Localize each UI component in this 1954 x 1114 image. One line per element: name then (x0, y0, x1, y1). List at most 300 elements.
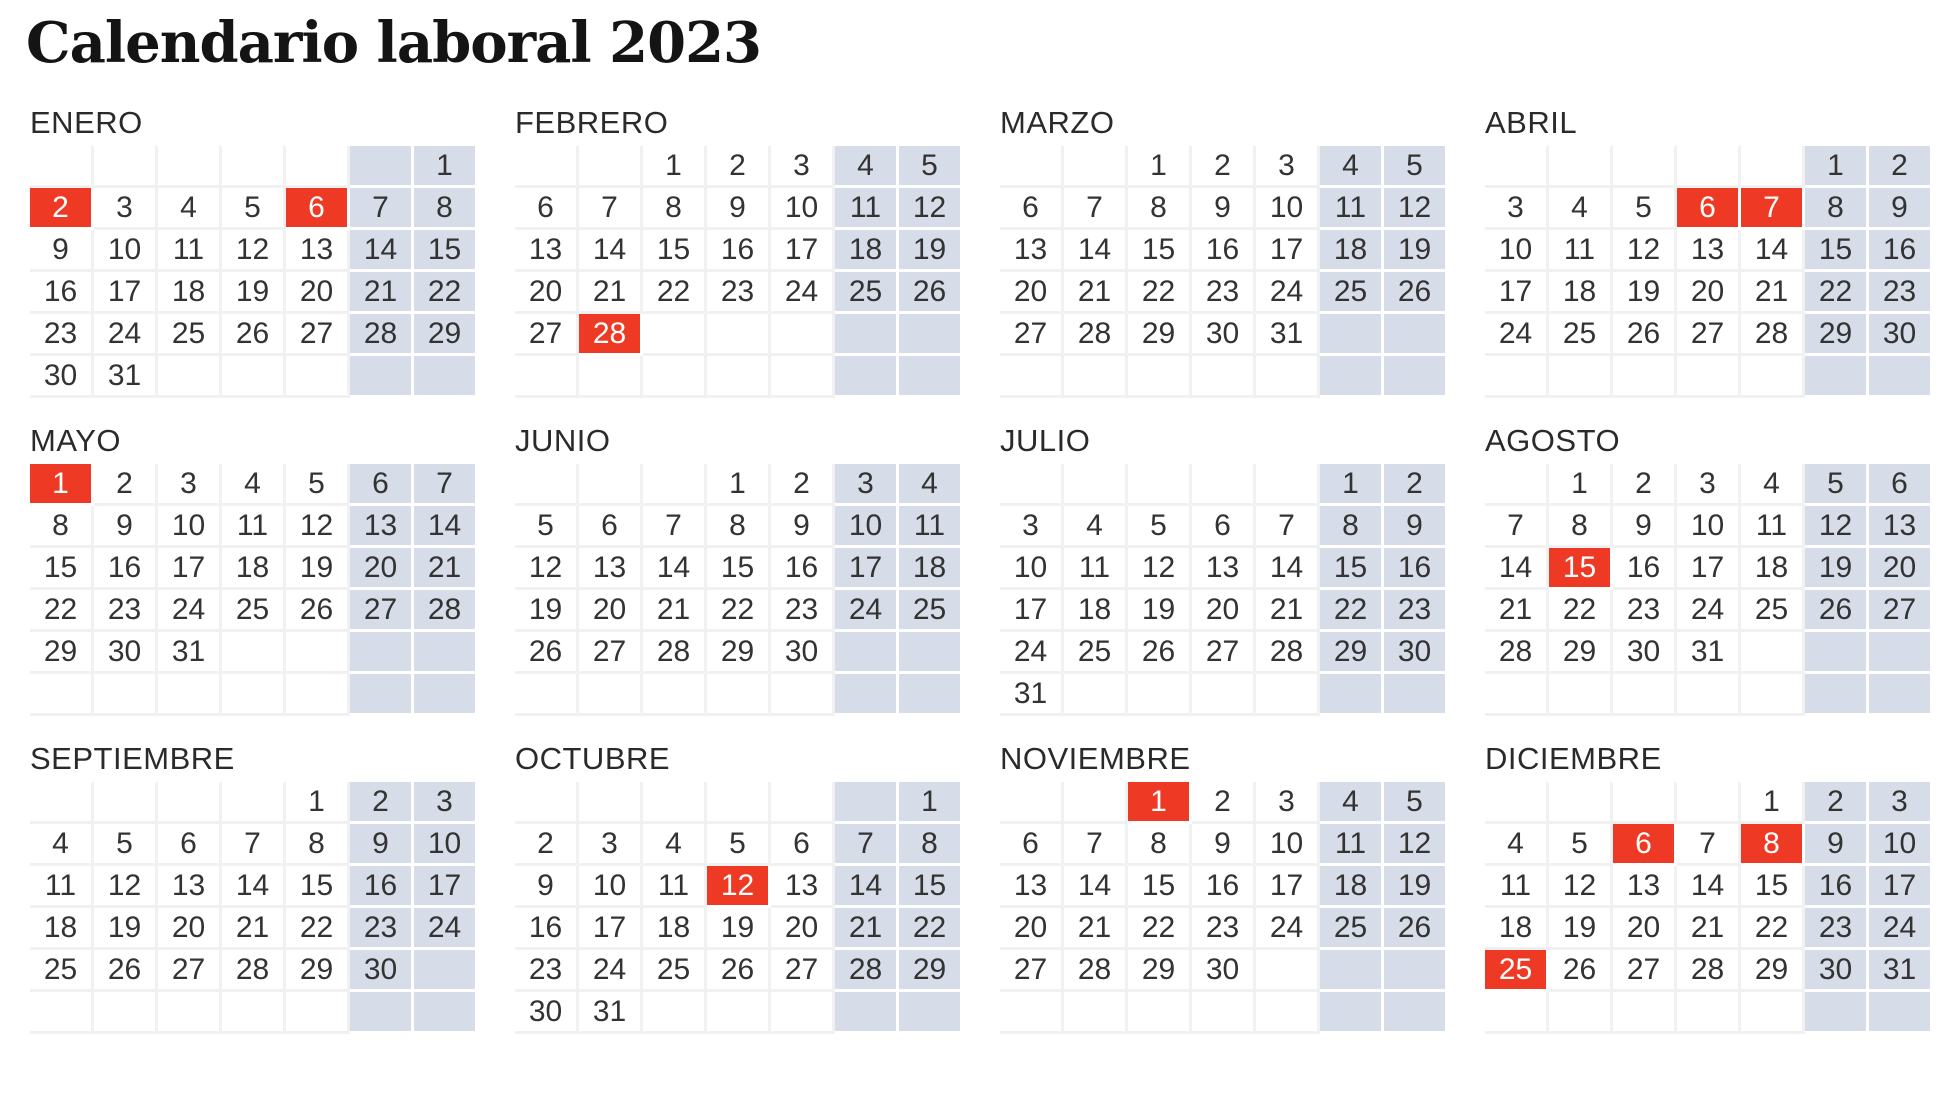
weekend-day: 3 (414, 782, 478, 824)
workday: 4 (643, 824, 707, 866)
workday: 25 (158, 314, 222, 356)
holiday-day: 1 (1128, 782, 1192, 824)
weekend-day: 10 (1869, 824, 1933, 866)
workday: 23 (515, 950, 579, 992)
workday: 10 (579, 866, 643, 908)
empty-cell (30, 674, 94, 716)
workday: 27 (1613, 950, 1677, 992)
weekend-empty-cell (414, 950, 478, 992)
workday: 26 (222, 314, 286, 356)
weekend-day: 20 (350, 548, 414, 590)
workday: 4 (1485, 824, 1549, 866)
weekend-day: 16 (1869, 230, 1933, 272)
weekend-day: 19 (1384, 230, 1448, 272)
holiday-day: 7 (1741, 188, 1805, 230)
holiday-day: 6 (1613, 824, 1677, 866)
workday: 18 (1064, 590, 1128, 632)
workday: 13 (286, 230, 350, 272)
weekend-empty-cell (414, 632, 478, 674)
weekend-day: 5 (1384, 146, 1448, 188)
weekend-day: 10 (835, 506, 899, 548)
weekend-day: 24 (414, 908, 478, 950)
weekend-day: 18 (899, 548, 963, 590)
empty-cell (158, 992, 222, 1034)
workday: 1 (1549, 464, 1613, 506)
workday: 1 (286, 782, 350, 824)
weekend-day: 4 (899, 464, 963, 506)
weekend-day: 23 (350, 908, 414, 950)
empty-cell (579, 356, 643, 398)
weekend-day: 22 (1805, 272, 1869, 314)
workday: 27 (1000, 950, 1064, 992)
weekend-day: 1 (1805, 146, 1869, 188)
weekend-day: 9 (1384, 506, 1448, 548)
workday: 29 (30, 632, 94, 674)
workday: 31 (1677, 632, 1741, 674)
weekend-empty-cell (1384, 314, 1448, 356)
workday: 29 (286, 950, 350, 992)
workday: 27 (1192, 632, 1256, 674)
month-name: ENERO (30, 105, 143, 140)
weekend-day: 19 (899, 230, 963, 272)
empty-cell (1549, 992, 1613, 1034)
workday: 31 (1256, 314, 1320, 356)
workday: 7 (643, 506, 707, 548)
weekend-day: 27 (1869, 590, 1933, 632)
workday: 20 (1000, 272, 1064, 314)
workday: 27 (1677, 314, 1741, 356)
workday: 13 (1000, 866, 1064, 908)
weekend-day: 11 (1320, 188, 1384, 230)
workday: 18 (1549, 272, 1613, 314)
workday: 20 (771, 908, 835, 950)
empty-cell (515, 356, 579, 398)
workday: 16 (771, 548, 835, 590)
workday: 30 (94, 632, 158, 674)
holiday-day: 8 (1741, 824, 1805, 866)
empty-cell (579, 464, 643, 506)
weekend-day: 16 (350, 866, 414, 908)
weekend-empty-cell (899, 356, 963, 398)
weekend-day: 16 (1805, 866, 1869, 908)
weekend-day: 26 (1384, 908, 1448, 950)
weekend-day: 6 (1869, 464, 1933, 506)
workday: 21 (1677, 908, 1741, 950)
weekend-day: 15 (414, 230, 478, 272)
workday: 19 (94, 908, 158, 950)
workday: 22 (707, 590, 771, 632)
workday: 7 (1677, 824, 1741, 866)
workday: 16 (707, 230, 771, 272)
workday: 23 (1613, 590, 1677, 632)
weekend-empty-cell (414, 674, 478, 716)
empty-cell (1000, 146, 1064, 188)
workday: 28 (1741, 314, 1805, 356)
empty-cell (94, 674, 158, 716)
workday: 24 (1256, 908, 1320, 950)
empty-cell (1485, 674, 1549, 716)
workday: 12 (1549, 866, 1613, 908)
workday: 7 (1256, 506, 1320, 548)
workday: 13 (771, 866, 835, 908)
holiday-day: 6 (1677, 188, 1741, 230)
workday: 17 (1000, 590, 1064, 632)
weekend-day: 4 (1320, 146, 1384, 188)
empty-cell (515, 674, 579, 716)
workday: 30 (515, 992, 579, 1034)
weekend-day: 18 (835, 230, 899, 272)
weekend-day: 15 (1805, 230, 1869, 272)
workday: 2 (1613, 464, 1677, 506)
workday: 28 (1256, 632, 1320, 674)
weekend-day: 13 (350, 506, 414, 548)
workday: 27 (771, 950, 835, 992)
empty-cell (643, 464, 707, 506)
workday: 3 (579, 824, 643, 866)
empty-cell (1000, 464, 1064, 506)
weekend-empty-cell (1805, 674, 1869, 716)
empty-cell (286, 632, 350, 674)
empty-cell (1128, 992, 1192, 1034)
empty-cell (771, 782, 835, 824)
empty-cell (771, 674, 835, 716)
weekend-day: 29 (899, 950, 963, 992)
weekend-day: 18 (1320, 230, 1384, 272)
workday: 17 (158, 548, 222, 590)
workday: 31 (1000, 674, 1064, 716)
empty-cell (1256, 356, 1320, 398)
workday: 9 (515, 866, 579, 908)
empty-cell (158, 674, 222, 716)
weekend-day: 25 (835, 272, 899, 314)
workday: 11 (222, 506, 286, 548)
month-days (515, 464, 963, 716)
workday: 21 (1741, 272, 1805, 314)
weekend-day: 15 (899, 866, 963, 908)
workday: 10 (94, 230, 158, 272)
empty-cell (1064, 992, 1128, 1034)
empty-cell (1128, 356, 1192, 398)
weekend-empty-cell (1384, 356, 1448, 398)
weekend-day: 5 (1384, 782, 1448, 824)
weekend-day: 30 (1384, 632, 1448, 674)
month-name: FEBRERO (515, 105, 669, 140)
workday: 21 (222, 908, 286, 950)
workday: 23 (707, 272, 771, 314)
workday: 12 (1128, 548, 1192, 590)
empty-cell (1064, 674, 1128, 716)
workday: 15 (286, 866, 350, 908)
workday: 21 (1485, 590, 1549, 632)
workday: 29 (707, 632, 771, 674)
empty-cell (1549, 356, 1613, 398)
workday: 9 (771, 506, 835, 548)
workday: 20 (579, 590, 643, 632)
workday: 24 (771, 272, 835, 314)
workday: 25 (30, 950, 94, 992)
workday: 8 (1549, 506, 1613, 548)
holiday-day: 6 (286, 188, 350, 230)
workday: 5 (1613, 188, 1677, 230)
workday: 28 (1677, 950, 1741, 992)
workday: 10 (1485, 230, 1549, 272)
empty-cell (1549, 782, 1613, 824)
workday: 13 (579, 548, 643, 590)
month-days (1485, 464, 1933, 716)
workday: 4 (222, 464, 286, 506)
empty-cell (30, 146, 94, 188)
workday: 20 (286, 272, 350, 314)
weekend-day: 13 (1869, 506, 1933, 548)
workday: 9 (1613, 506, 1677, 548)
workday: 2 (94, 464, 158, 506)
workday: 19 (515, 590, 579, 632)
empty-cell (1256, 674, 1320, 716)
empty-cell (1485, 464, 1549, 506)
workday: 19 (1128, 590, 1192, 632)
weekend-day: 7 (835, 824, 899, 866)
empty-cell (94, 992, 158, 1034)
weekend-empty-cell (835, 782, 899, 824)
weekend-empty-cell (835, 674, 899, 716)
workday: 25 (1064, 632, 1128, 674)
empty-cell (515, 146, 579, 188)
workday: 25 (643, 950, 707, 992)
workday: 19 (222, 272, 286, 314)
empty-cell (771, 314, 835, 356)
workday: 13 (1000, 230, 1064, 272)
workday: 21 (1256, 590, 1320, 632)
workday: 13 (158, 866, 222, 908)
workday: 5 (286, 464, 350, 506)
workday: 14 (222, 866, 286, 908)
month-name: ABRIL (1485, 105, 1578, 140)
weekend-day: 22 (899, 908, 963, 950)
weekend-day: 11 (1320, 824, 1384, 866)
empty-cell (1256, 464, 1320, 506)
workday: 11 (1485, 866, 1549, 908)
workday: 3 (1485, 188, 1549, 230)
empty-cell (1000, 782, 1064, 824)
workday: 3 (158, 464, 222, 506)
workday: 3 (94, 188, 158, 230)
empty-cell (579, 146, 643, 188)
weekend-day: 18 (1320, 866, 1384, 908)
month-name: JUNIO (515, 423, 611, 458)
empty-cell (707, 356, 771, 398)
workday: 2 (707, 146, 771, 188)
workday: 18 (1485, 908, 1549, 950)
workday: 3 (1256, 146, 1320, 188)
workday: 10 (1000, 548, 1064, 590)
empty-cell (222, 674, 286, 716)
empty-cell (1677, 992, 1741, 1034)
weekend-empty-cell (1805, 632, 1869, 674)
empty-cell (1064, 464, 1128, 506)
workday: 25 (1549, 314, 1613, 356)
workday: 25 (222, 590, 286, 632)
empty-cell (222, 146, 286, 188)
workday: 1 (1128, 146, 1192, 188)
workday: 8 (1128, 188, 1192, 230)
weekend-day: 28 (350, 314, 414, 356)
weekend-day: 26 (1805, 590, 1869, 632)
workday: 7 (1064, 824, 1128, 866)
workday: 17 (1485, 272, 1549, 314)
empty-cell (1677, 356, 1741, 398)
empty-cell (158, 146, 222, 188)
weekend-day: 3 (835, 464, 899, 506)
workday: 24 (1000, 632, 1064, 674)
empty-cell (1677, 146, 1741, 188)
workday: 26 (515, 632, 579, 674)
weekend-day: 30 (1805, 950, 1869, 992)
workday: 6 (1000, 188, 1064, 230)
empty-cell (643, 674, 707, 716)
month-name: OCTUBRE (515, 741, 671, 776)
weekend-day: 2 (1384, 464, 1448, 506)
workday: 21 (579, 272, 643, 314)
empty-cell (1485, 782, 1549, 824)
weekend-day: 15 (1320, 548, 1384, 590)
weekend-day: 22 (414, 272, 478, 314)
workday: 6 (158, 824, 222, 866)
weekend-day: 21 (350, 272, 414, 314)
weekend-day: 10 (414, 824, 478, 866)
weekend-day: 1 (899, 782, 963, 824)
empty-cell (94, 782, 158, 824)
empty-cell (1613, 782, 1677, 824)
workday: 8 (643, 188, 707, 230)
empty-cell (1192, 356, 1256, 398)
workday: 24 (1485, 314, 1549, 356)
workday: 13 (1192, 548, 1256, 590)
month-name: AGOSTO (1485, 423, 1621, 458)
workday: 16 (1192, 230, 1256, 272)
weekend-day: 12 (899, 188, 963, 230)
empty-cell (579, 674, 643, 716)
month-days (1485, 782, 1933, 1034)
weekend-empty-cell (350, 356, 414, 398)
weekend-day: 19 (1805, 548, 1869, 590)
weekend-day: 19 (1384, 866, 1448, 908)
workday: 22 (1549, 590, 1613, 632)
weekend-empty-cell (899, 674, 963, 716)
workday: 24 (158, 590, 222, 632)
empty-cell (1192, 992, 1256, 1034)
weekend-day: 1 (1320, 464, 1384, 506)
workday: 5 (94, 824, 158, 866)
weekend-empty-cell (1384, 992, 1448, 1034)
workday: 18 (158, 272, 222, 314)
weekend-day: 24 (1869, 908, 1933, 950)
workday: 14 (1064, 866, 1128, 908)
workday: 30 (1192, 950, 1256, 992)
empty-cell (30, 782, 94, 824)
workday: 2 (1192, 782, 1256, 824)
weekend-day: 21 (414, 548, 478, 590)
empty-cell (1064, 782, 1128, 824)
weekend-day: 23 (1805, 908, 1869, 950)
workday: 31 (158, 632, 222, 674)
workday: 11 (1741, 506, 1805, 548)
empty-cell (1741, 992, 1805, 1034)
month-days (515, 782, 963, 1034)
page-title: Calendario laboral 2023 (26, 10, 762, 76)
workday: 14 (579, 230, 643, 272)
workday: 17 (94, 272, 158, 314)
empty-cell (222, 992, 286, 1034)
workday: 8 (30, 506, 94, 548)
month-name: DICIEMBRE (1485, 741, 1662, 776)
weekend-day: 2 (1869, 146, 1933, 188)
workday: 15 (1741, 866, 1805, 908)
workday: 19 (1613, 272, 1677, 314)
month-days (1000, 146, 1448, 398)
weekend-day: 29 (414, 314, 478, 356)
empty-cell (1741, 146, 1805, 188)
workday: 6 (1000, 824, 1064, 866)
workday: 24 (579, 950, 643, 992)
empty-cell (1613, 992, 1677, 1034)
empty-cell (286, 356, 350, 398)
weekend-day: 26 (899, 272, 963, 314)
empty-cell (643, 314, 707, 356)
workday: 1 (1741, 782, 1805, 824)
weekend-day: 9 (1805, 824, 1869, 866)
workday: 25 (1741, 590, 1805, 632)
empty-cell (222, 632, 286, 674)
weekend-day: 23 (1384, 590, 1448, 632)
weekend-day: 1 (414, 146, 478, 188)
workday: 20 (1192, 590, 1256, 632)
workday: 28 (643, 632, 707, 674)
weekend-empty-cell (1320, 314, 1384, 356)
weekend-empty-cell (1869, 632, 1933, 674)
workday: 2 (1192, 146, 1256, 188)
empty-cell (579, 782, 643, 824)
weekend-empty-cell (1320, 992, 1384, 1034)
month-name: JULIO (1000, 423, 1091, 458)
empty-cell (1064, 356, 1128, 398)
weekend-day: 24 (835, 590, 899, 632)
weekend-day: 30 (1869, 314, 1933, 356)
workday: 9 (1192, 824, 1256, 866)
workday: 1 (643, 146, 707, 188)
workday: 3 (1000, 506, 1064, 548)
empty-cell (1256, 992, 1320, 1034)
workday: 10 (1677, 506, 1741, 548)
workday: 26 (1549, 950, 1613, 992)
workday: 2 (515, 824, 579, 866)
weekend-empty-cell (899, 314, 963, 356)
weekend-day: 27 (350, 590, 414, 632)
workday: 14 (1677, 866, 1741, 908)
weekend-day: 29 (1320, 632, 1384, 674)
weekend-day: 22 (1320, 590, 1384, 632)
weekend-empty-cell (835, 632, 899, 674)
workday: 30 (1192, 314, 1256, 356)
weekend-day: 5 (899, 146, 963, 188)
workday: 15 (1128, 230, 1192, 272)
weekend-day: 23 (1869, 272, 1933, 314)
weekend-day: 9 (1869, 188, 1933, 230)
workday: 1 (707, 464, 771, 506)
empty-cell (643, 992, 707, 1034)
workday: 23 (1192, 908, 1256, 950)
month-days (30, 146, 478, 398)
workday: 10 (1256, 188, 1320, 230)
